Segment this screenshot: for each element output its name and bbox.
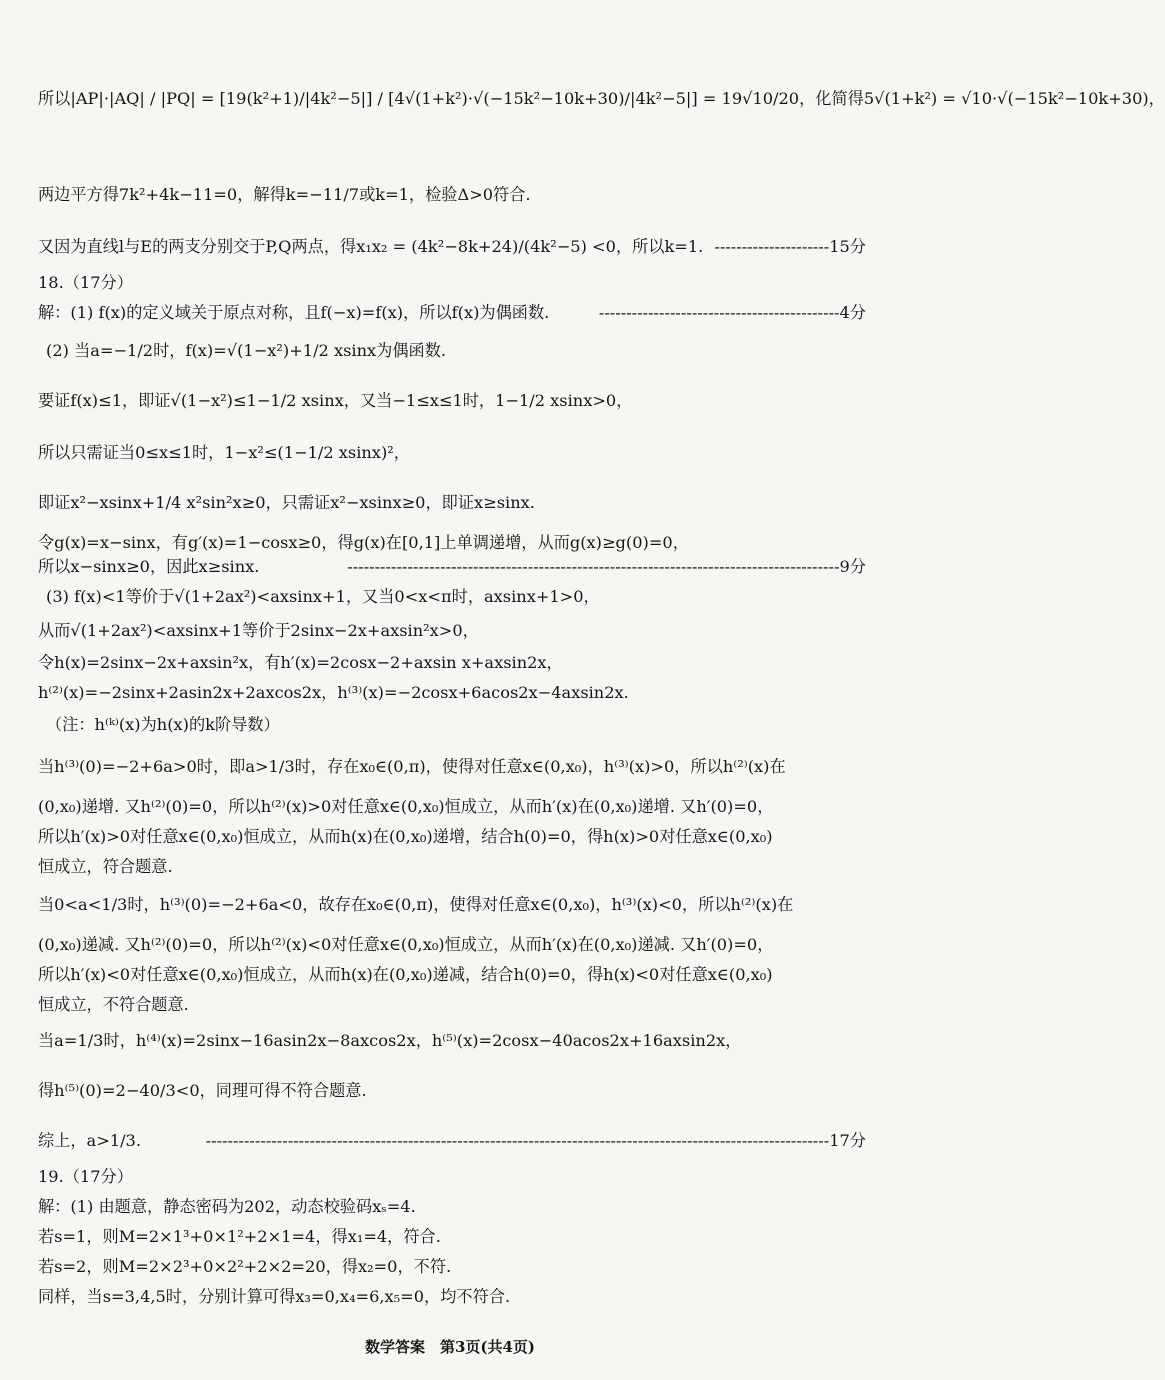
line-10: 令g(x)=x−sinx，有g′(x)=1−cosx≥0，得g(x)在[0,1]上单调递增，从而g(x)≥g(0)=0， xyxy=(38,533,689,552)
line-9: 即证x²−xsinx+1/4 x²sin²x≥0，只需证x²−xsinx≥0，即证x≥sinx. xyxy=(38,493,535,512)
line-29: 解：(1) 由题意，静态密码为202，动态校验码xₛ=4. xyxy=(38,1197,416,1216)
line-27: 综上，a>1/3. xyxy=(38,1131,141,1150)
line-11: 所以x−sinx≥0，因此x≥sinx. xyxy=(38,557,260,576)
line-32: 同样，当s=3,4,5时，分别计算可得x₃=0,x₄=6,x₅=0，均不符合. xyxy=(38,1287,511,1306)
line-13: 从而√(1+2ax²)<axsinx+1等价于2sinx−2x+axsin²x>0， xyxy=(38,621,479,640)
line-21: 当0<a<1/3时，h⁽³⁾(0)=−2+6a<0，故存在x₀∈(0,π)，使得对任意x∈(0,x₀)，h⁽³⁾(x)<0，所以h⁽²⁾(x)在 xyxy=(38,895,794,914)
line-8: 所以只需证当0≤x≤1时，1−x²≤(1−1/2 xsinx)²， xyxy=(38,443,410,462)
line-19: 所以h′(x)>0对任意x∈(0,x₀)恒成立，从而h(x)在(0,x₀)递增，结合h(0)=0，得h(x)>0对任意x∈(0,x₀) xyxy=(38,827,773,846)
line-31: 若s=2，则M=2×2³+0×2²+2×2=20，得x₂=0，不符. xyxy=(38,1257,452,1276)
line-7: 要证f(x)≤1，即证√(1−x²)≤1−1/2 xsinx，又当−1≤x≤1时，1−1/2 xsinx>0， xyxy=(38,391,633,410)
line-25: 当a=1/3时，h⁽⁴⁾(x)=2sinx−16asin2x−8axcos2x，h⁽⁵⁾(x)=2cosx−40acos2x+16axsin2x， xyxy=(38,1031,742,1050)
line-15: h⁽²⁾(x)=−2sinx+2asin2x+2axcos2x，h⁽³⁾(x)=−2cosx+6acos2x−4axsin2x. xyxy=(38,683,629,702)
line-14: 令h(x)=2sinx−2x+axsin²x，有h′(x)=2cosx−2+axsin x+axsin2x， xyxy=(38,653,563,672)
score-17: ------------------------------------------------------------------------------------------------------------------17分 xyxy=(205,1131,866,1150)
line-12: (3) f(x)<1等价于√(1+2ax²)<axsinx+1，又当0<x<π时，axsinx+1>0， xyxy=(46,587,600,606)
line-26: 得h⁽⁵⁾(0)=2−40/3<0，同理可得不符合题意. xyxy=(38,1081,367,1100)
line-22: (0,x₀)递减. 又h⁽²⁾(0)=0，所以h⁽²⁾(x)<0对任意x∈(0,x₀)恒成立，从而h′(x)在(0,x₀)递减. 又h′(0)=0， xyxy=(38,935,774,954)
q19-heading: 19.（17分） xyxy=(38,1167,133,1186)
line-18: (0,x₀)递增. 又h⁽²⁾(0)=0，所以h⁽²⁾(x)>0对任意x∈(0,x₀)恒成立，从而h′(x)在(0,x₀)递增. 又h′(0)=0， xyxy=(38,797,774,816)
line-23: 所以h′(x)<0对任意x∈(0,x₀)恒成立，从而h(x)在(0,x₀)递减，结合h(0)=0，得h(x)<0对任意x∈(0,x₀) xyxy=(38,965,773,984)
line-6: (2) 当a=−1/2时，f(x)=√(1−x²)+1/2 xsinx为偶函数. xyxy=(46,341,447,360)
score-9: ------------------------------------------------------------------------------------------9分 xyxy=(347,557,866,576)
line-30: 若s=1，则M=2×1³+0×1²+2×1=4，得x₁=4，符合. xyxy=(38,1227,441,1246)
line-17: 当h⁽³⁾(0)=−2+6a>0时，即a>1/3时，存在x₀∈(0,π)，使得对任意x∈(0,x₀)，h⁽³⁾(x)>0，所以h⁽²⁾(x)在 xyxy=(38,757,786,776)
line-2: 两边平方得7k²+4k−11=0，解得k=−11/7或k=1，检验Δ>0符合. xyxy=(38,185,531,204)
page-footer: 数学答案 第3页(共4页) xyxy=(364,1338,536,1356)
q18-heading: 18.（17分） xyxy=(38,273,133,292)
line-24: 恒成立，不符合题意. xyxy=(38,995,189,1014)
score-15: ---------------------15分 xyxy=(714,237,866,256)
line-5: 解：(1) f(x)的定义域关于原点对称，且f(−x)=f(x)，所以f(x)为偶函数. xyxy=(38,303,550,322)
note-line: （注：h⁽ᵏ⁾(x)为h(x)的k阶导数） xyxy=(46,715,280,734)
line-1: 所以|AP|·|AQ| / |PQ| = [19(k²+1)/|4k²−5|] / [4√(1+k²)·√(−15k²−10k+30)/|4k²−5|] = 19√10/20，化简得5√(1+k²) = √10·√(−15k²−10k+30)， xyxy=(38,89,1165,108)
line-3: 又因为直线l与E的两支分别交于P,Q两点，得x₁x₂ = (4k²−8k+24)/(4k²−5) <0，所以k=1. xyxy=(38,237,704,256)
score-4: --------------------------------------------4分 xyxy=(598,303,866,322)
line-20: 恒成立，符合题意. xyxy=(38,857,173,876)
